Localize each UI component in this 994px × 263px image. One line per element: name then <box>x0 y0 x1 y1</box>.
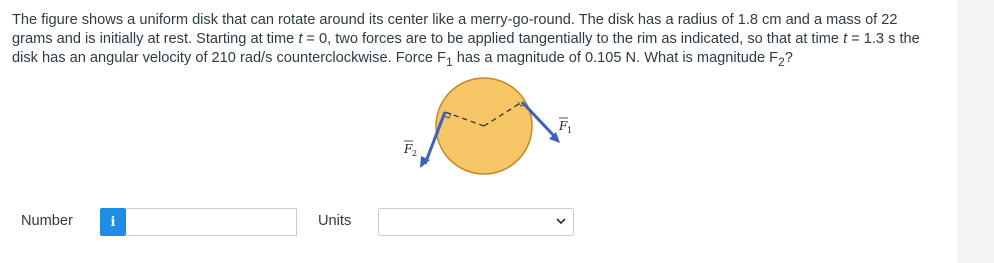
units-select[interactable] <box>378 208 574 236</box>
answer-row <box>0 204 994 240</box>
number-label: Number <box>21 213 73 229</box>
chevron-down-icon <box>555 215 567 227</box>
number-input[interactable] <box>126 208 297 236</box>
svg-text:2: 2 <box>412 149 418 158</box>
f1-label: F <box>559 119 568 133</box>
disk-diagram <box>400 76 590 186</box>
f2-label: F <box>404 142 413 156</box>
disk-figure <box>400 76 590 191</box>
units-label: Units <box>318 213 352 229</box>
question-text: The figure shows a uniform disk that can rotate around its center like a merry-go-round. The disk has a radius of 1.8 cm and a mass of 22 grams and is initially at rest. Starting at time t = 0, two forces are to be applied tangentially to the rim as indicated, so that at time t = 1.3 s the disk has an angular velocity of 210 rad/s counterclockwise. Force $F_1$ has a magnitude of 0.105 N. What is magnitude $F_2$? <box>12 12 920 69</box>
svg-text:1: 1 <box>567 126 573 135</box>
info-icon[interactable]: i <box>100 208 126 236</box>
